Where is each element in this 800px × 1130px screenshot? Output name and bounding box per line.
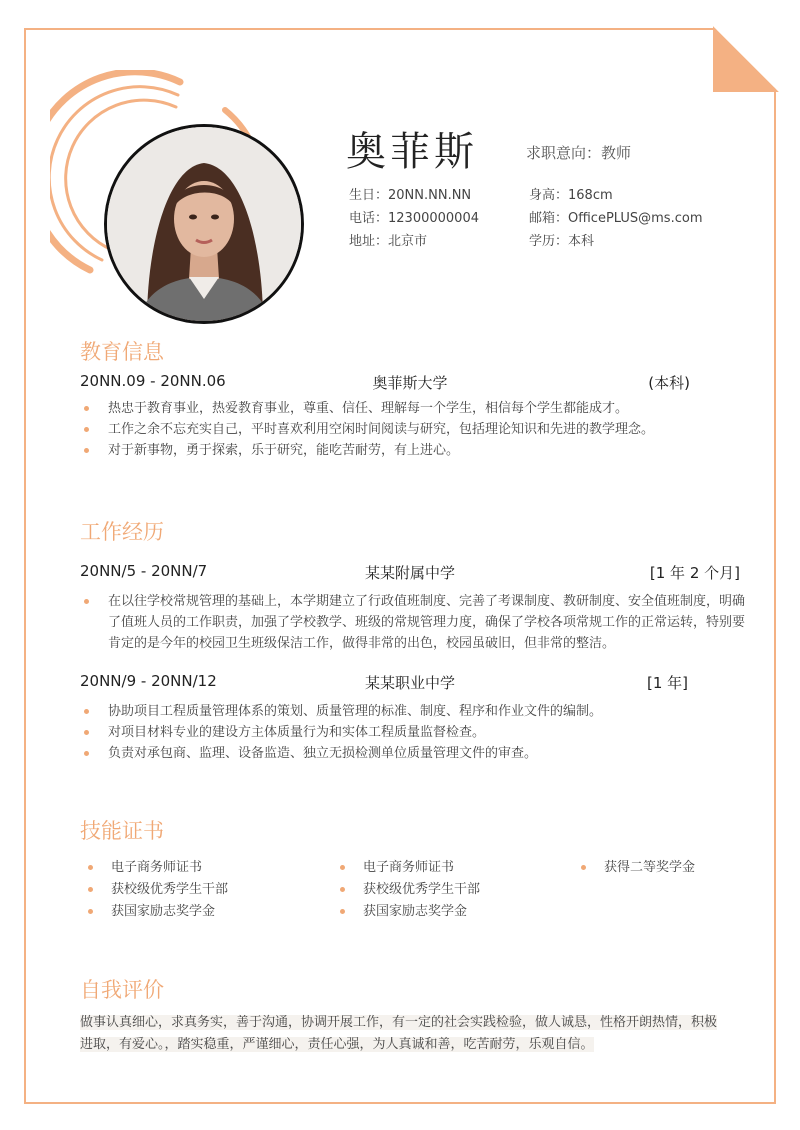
- info-birthday: 生日：20NN.NN.NN: [349, 188, 472, 203]
- section-title-education: 教育信息: [80, 340, 164, 364]
- list-item: 获国家励志奖学金: [336, 901, 480, 923]
- list-item: 对项目材料专业的建设方主体质量行为和实体工程质量监督检查。: [80, 722, 745, 743]
- job-duration: [1 年 2 个月]: [649, 564, 740, 582]
- info-phone: 电话：12300000004: [349, 211, 479, 226]
- list-item: 获校级优秀学生干部: [336, 879, 480, 901]
- list-item: 电子商务师证书: [336, 857, 480, 879]
- info-address: 地址：北京市: [349, 234, 428, 249]
- section-title-skills: 技能证书: [80, 819, 164, 843]
- skills-column: [577, 857, 695, 879]
- section-title-self-eval: 自我评价: [80, 978, 164, 1002]
- job-org: 某某附属中学: [364, 564, 455, 582]
- list-item: 工作之余不忘充实自己，平时喜欢利用空闲时间阅读与研究，包括理论知识和先进的教学理念。: [80, 419, 745, 440]
- job-date: 20NN/9 - 20NN/12: [80, 672, 217, 690]
- list-item: 获国家励志奖学金: [84, 901, 228, 923]
- job-bullets: [80, 701, 745, 764]
- list-item: 电子商务师证书: [84, 857, 228, 879]
- education-date: 20NN.09 - 20NN.06: [80, 372, 226, 390]
- job-org: 某某职业中学: [364, 674, 455, 692]
- list-item: 负责对承包商、监理、设备监造、独立无损检测单位质量管理文件的审查。: [80, 743, 745, 764]
- candidate-name: 奥菲斯: [346, 129, 478, 175]
- folded-corner: [713, 26, 779, 92]
- job-objective: 求职意向：教师: [526, 144, 632, 162]
- list-item: 获得二等奖学金: [577, 857, 695, 879]
- list-item: 获校级优秀学生干部: [84, 879, 228, 901]
- info-degree: 学历：本科: [529, 234, 595, 249]
- list-item: 对于新事物，勇于探索，乐于研究，能吃苦耐劳，有上进心。: [80, 440, 745, 461]
- self-eval-paragraph: 做事认真细心，求真务实，善于沟通，协调开展工作，有一定的社会实践检验，做人诚恳，性格开朗热情，积极进取，有爱心。，踏实稳重，严谨细心，责任心强，为人真诚和善，吃苦耐劳，乐观自信。: [80, 1015, 718, 1052]
- list-item: 协助项目工程质量管理体系的策划、质量管理的标准、制度、程序和作业文件的编制。: [80, 701, 745, 722]
- profile-photo: [104, 124, 304, 324]
- info-height: 身高：168cm: [529, 188, 613, 203]
- job-duration: [1 年]: [646, 674, 688, 692]
- job-bullets: [80, 591, 745, 654]
- list-item: 热忠于教育事业，热爱教育事业，尊重、信任、理解每一个学生，相信每个学生都能成才。: [80, 398, 745, 419]
- education-bullets: [80, 398, 745, 461]
- info-email: 邮箱：OfficePLUS@ms.com: [529, 211, 703, 226]
- skills-column: [84, 857, 228, 923]
- job-date: 20NN/5 - 20NN/7: [80, 562, 208, 580]
- skills-column: [336, 857, 480, 923]
- self-eval-text: [80, 1012, 720, 1056]
- education-school: 奥菲斯大学: [372, 374, 448, 392]
- section-title-work: 工作经历: [80, 520, 164, 544]
- education-degree: (本科): [648, 374, 690, 392]
- list-item: 在以往学校常规管理的基础上，本学期建立了行政值班制度、完善了考课制度、教研制度、安全值班制度，明确了值班人员的工作职责，加强了学校教学、班级的常规管理力度，确保了学校各项常规工作的正常运转，特别要肯定的是今年的校园卫生班级保洁工作，做得非常的出色，校园虽破旧，但非常的整洁。: [80, 591, 745, 654]
